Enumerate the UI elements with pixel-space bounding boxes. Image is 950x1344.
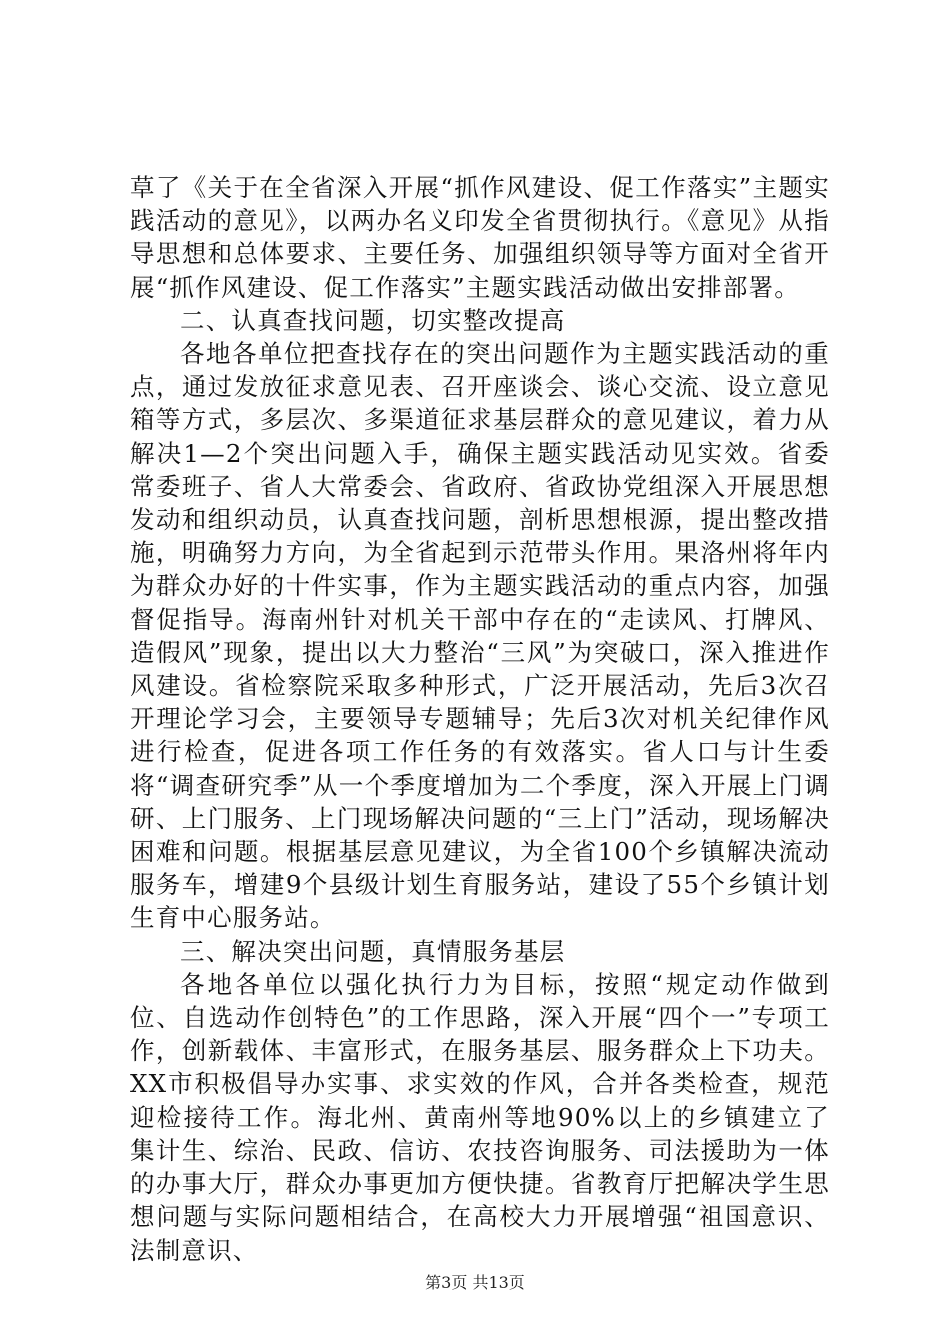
document-body bbox=[130, 171, 830, 1267]
section-heading-2: 二、认真查找问题，切实整改提高 bbox=[180, 305, 566, 335]
paragraph-1: 草了《关于在全省深入开展“抓作风建设、促工作落实”主题实践活动的意见》，以两办名义印发全省贯彻执行。《意见》从指导思想和总体要求、主要任务、加强组织领导等方面对全省开展“抓作风建设、促工作落实”主题实践活动做出安排部署。 bbox=[130, 173, 830, 302]
paragraph-3: 各地各单位以强化执行力为目标，按照“规定动作做到位、自选动作创特色”的工作思路，深入开展“四个一”专项工作，创新载体、丰富形式，在服务基层、服务群众上下功夫。XX市积极倡导办实事、求实效的作风，合并各类检查，规范迎检接待工作。海北州、黄南州等地90%以上的乡镇建立了集计生、综治、民政、信访、农技咨询服务、司法援助为一体的办事大厅，群众办事更加方便快捷。省教育厅把解决学生思想问题与实际问题相结合，在高校大力开展增强“祖国意识、法制意识、 bbox=[130, 969, 830, 1265]
section-heading-3: 三、解决突出问题，真情服务基层 bbox=[180, 936, 566, 966]
paragraph-2: 各地各单位把查找存在的突出问题作为主题实践活动的重点，通过发放征求意见表、召开座谈会、谈心交流、设立意见箱等方式，多层次、多渠道征求基层群众的意见建议，着力从解决1—2个突出问题入手，确保主题实践活动见实效。省委常委班子、省人大常委会、省政府、省政协党组深入开展思想发动和组织动员，认真查找问题，剖析思想根源，提出整改措施，明确努力方向，为全省起到示范带头作用。果洛州将年内为群众办好的十件实事，作为主题实践活动的重点内容，加强督促指导。海南州针对机关干部中存在的“走读风、打牌风、造假风”现象，提出以大力整治“三风”为突破口，深入推进作风建设。省检察院采取多种形式，广泛开展活动，先后3次召开理论学习会，主要领导专题辅导；先后3次对机关纪律作风进行检查，促进各项工作任务的有效落实。省人口与计生委将“调查研究季”从一个季度增加为二个季度，深入开展上门调研、上门服务、上门现场解决问题的“三上门”活动，现场解决困难和问题。根据基层意见建议，为全省100个乡镇解决流动服务车，增建9个县级计划生育服务站，建设了55个乡镇计划生育中心服务站。 bbox=[130, 339, 830, 933]
page-number-footer: 第3页 共13页 bbox=[425, 1273, 525, 1292]
